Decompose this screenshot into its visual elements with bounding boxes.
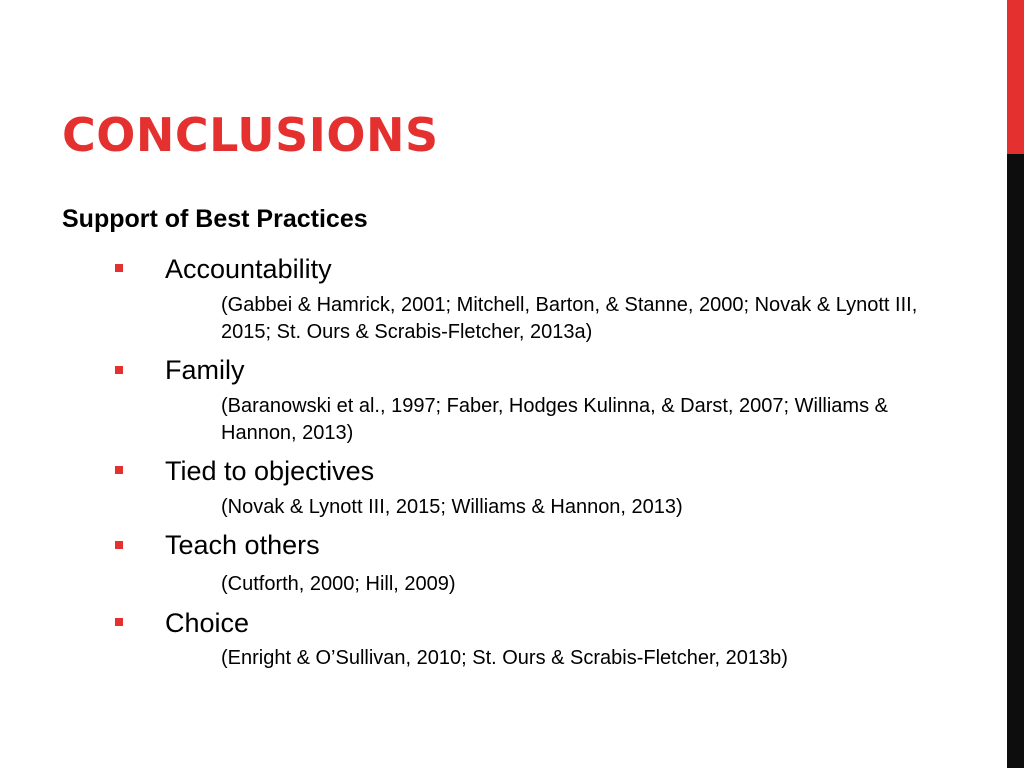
square-bullet-icon: [115, 264, 123, 272]
slide-subtitle: Support of Best Practices: [62, 205, 368, 233]
square-bullet-icon: [115, 366, 123, 374]
square-bullet-icon: [115, 618, 123, 626]
side-accent-bar-dark: [1007, 154, 1024, 768]
bullet-label: Teach others: [165, 530, 320, 560]
bullet-label: Family: [165, 355, 245, 385]
bullet-label: Accountability: [165, 254, 332, 284]
square-bullet-icon: [115, 541, 123, 549]
bullet-citation: (Novak & Lynott III, 2015; Williams & Hannon, 2013): [221, 496, 683, 518]
bullet-citation: (Baranowski et al., 1997; Faber, Hodges Kulinna, & Darst, 2007; Williams & Hannon, 2013): [221, 395, 888, 444]
side-accent-bar-red: [1007, 0, 1024, 154]
bullet-citation: (Gabbei & Hamrick, 2001; Mitchell, Barton, & Stanne, 2000; Novak & Lynott III, 2015; St. Ours & Scrabis-Fletcher, 2013a): [221, 294, 918, 343]
slide-title: CONCLUSIONS: [62, 108, 439, 162]
bullet-citation: (Enright & O’Sullivan, 2010; St. Ours & Scrabis-Fletcher, 2013b): [221, 647, 788, 669]
square-bullet-icon: [115, 466, 123, 474]
bullet-label: Choice: [165, 608, 250, 638]
bullet-label: Tied to objectives: [165, 456, 375, 486]
bullet-citation: (Cutforth, 2000; Hill, 2009): [221, 573, 456, 595]
